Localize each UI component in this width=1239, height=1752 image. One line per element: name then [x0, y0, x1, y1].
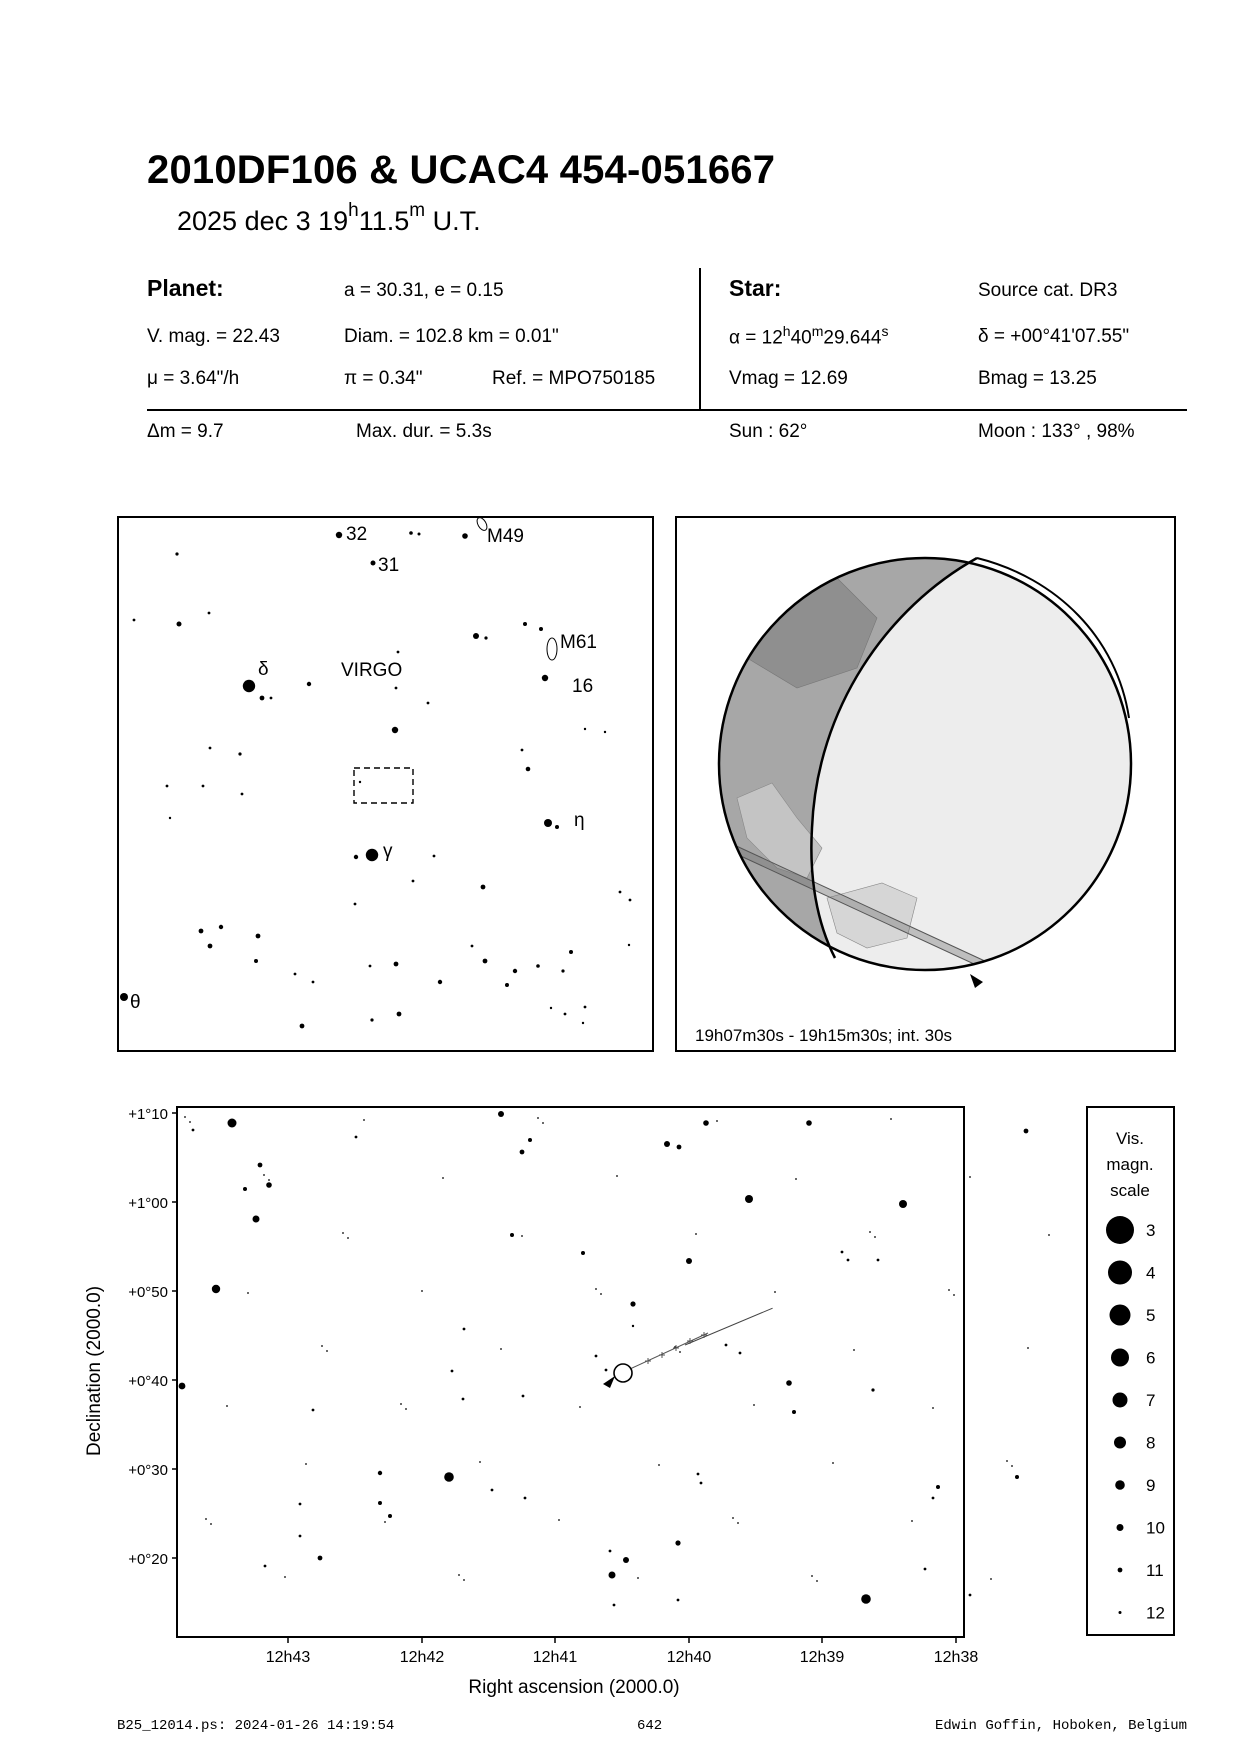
legend-magnitude-label: 10 [1146, 1518, 1165, 1538]
finder-star-icon [133, 619, 136, 622]
detail-star-icon [463, 1328, 466, 1331]
faint-star-icon [616, 1175, 618, 1177]
detail-star-icon [581, 1251, 585, 1255]
faint-star-icon [558, 1519, 560, 1521]
finder-star-icon [619, 891, 622, 894]
finder-star-icon [397, 1012, 402, 1017]
legend-dot-icon [1106, 1216, 1134, 1244]
faint-star-icon [537, 1117, 539, 1119]
finder-star-icon [208, 944, 213, 949]
ra-minutes: 40 [790, 327, 812, 349]
legend-dot-icon [1108, 1261, 1132, 1285]
detail-star-icon [491, 1489, 494, 1492]
detail-star-icon [969, 1594, 972, 1597]
track-line [685, 1306, 773, 1346]
faint-star-icon [326, 1350, 328, 1352]
finder-star-icon [256, 934, 261, 939]
planet-reference: Ref. = MPO750185 [492, 368, 656, 389]
globe-caption: 19h07m30s - 19h15m30s; int. 30s [695, 1026, 953, 1045]
finder-star-icon [260, 696, 265, 701]
galaxy-label-m49: M49 [487, 526, 524, 547]
finder-star-icon [254, 959, 258, 963]
faint-star-icon [347, 1237, 349, 1239]
finder-star-icon [359, 781, 361, 783]
detail-star-icon [355, 1136, 358, 1139]
detail-star-icon [524, 1497, 527, 1500]
detail-star-icon [792, 1410, 796, 1414]
legend-magnitude-label: 11 [1146, 1561, 1164, 1580]
finder-star-icon [418, 533, 421, 536]
info-divider-vertical [699, 268, 701, 410]
legend-magnitude-label: 5 [1146, 1306, 1156, 1325]
y-axis-label: Declination (2000.0) [84, 1285, 105, 1457]
moon-elongation: Moon : 133° , 98% [978, 421, 1135, 442]
finder-star-icon [169, 817, 171, 819]
y-tick-label: +0°20 [128, 1551, 168, 1568]
faint-star-icon [832, 1462, 834, 1464]
finder-star-icon [555, 825, 559, 829]
finder-star-icon [526, 767, 531, 772]
finder-star-icon [219, 925, 223, 929]
planet-motion: μ = 3.64"/h [147, 368, 240, 389]
faint-star-icon [1011, 1465, 1013, 1467]
finder-star-icon [438, 980, 442, 984]
detail-star-icon [212, 1285, 220, 1293]
finder-star-icon [542, 675, 548, 681]
faint-star-icon [500, 1348, 502, 1350]
ra-hours-unit: h [782, 323, 791, 339]
finder-star-icon [336, 532, 342, 538]
legend-magnitude-label: 3 [1146, 1221, 1156, 1240]
finder-star-icon [433, 855, 436, 858]
legend-magnitude-label: 9 [1146, 1476, 1156, 1495]
x-tick-label: 12h40 [666, 1649, 712, 1666]
m61-galaxy-icon [547, 638, 557, 660]
magnitude-drop: Δm = 9.7 [147, 421, 224, 442]
detail-star-icon [522, 1395, 525, 1398]
finder-star-icon [392, 727, 398, 733]
detail-star-icon [677, 1145, 682, 1150]
detail-star-icon [528, 1138, 532, 1142]
star-label-theta: θ [130, 992, 141, 1013]
finder-star-icon [354, 855, 358, 859]
detail-star-icon [258, 1163, 263, 1168]
faint-star-icon [189, 1121, 191, 1123]
star-label-31: 31 [378, 555, 400, 576]
detail-star-icon [841, 1251, 844, 1254]
x-tick-label: 12h39 [799, 1649, 845, 1666]
faint-star-icon [816, 1580, 818, 1582]
finder-star-icon [427, 702, 430, 705]
detail-star-icon [192, 1129, 195, 1132]
faint-star-icon [321, 1345, 323, 1347]
planet-vmag: V. mag. = 22.43 [147, 326, 280, 347]
planet-diameter: Diam. = 102.8 km = 0.01" [344, 326, 559, 347]
galaxy-label-m61: M61 [560, 632, 597, 653]
x-axis [266, 1637, 979, 1666]
detail-star-icon [932, 1497, 935, 1500]
faint-star-icon [521, 1235, 523, 1237]
event-datetime [177, 200, 481, 237]
detail-star-icon [299, 1535, 302, 1538]
detail-star-icon [703, 1120, 709, 1126]
star-label-delta: δ [258, 659, 269, 680]
detail-star-icon [806, 1120, 812, 1126]
finder-star-icon [241, 793, 244, 796]
faint-star-icon [869, 1231, 871, 1233]
ra-hours: α = 12 [729, 327, 783, 349]
planet-parallax: π = 0.34" [344, 368, 423, 389]
detail-stars [179, 1111, 1050, 1606]
legend-items [1106, 1216, 1165, 1623]
event-minutes: 11.5 [358, 206, 410, 236]
detail-star-icon [630, 1301, 635, 1306]
page-title: 2010DF106 & UCAC4 454-051667 [147, 148, 776, 192]
legend-magnitude-label: 7 [1146, 1391, 1156, 1410]
detail-star-icon [444, 1472, 454, 1482]
legend-title-line: magn. [1106, 1155, 1154, 1174]
y-tick-label: +1°00 [128, 1195, 168, 1212]
y-tick-label: +0°50 [128, 1284, 168, 1301]
legend-title-line: scale [1110, 1181, 1150, 1200]
detail-star-icon [675, 1540, 680, 1545]
planet-heading: Planet: [147, 275, 224, 301]
x-axis-label: Right ascension (2000.0) [468, 1677, 680, 1698]
detail-star-icon [264, 1565, 267, 1568]
globe-panel [675, 516, 1176, 1052]
faint-star-icon [210, 1523, 212, 1525]
faint-star-icon [1027, 1347, 1029, 1349]
info-divider-horizontal [147, 409, 1187, 411]
finder-chart-panel [117, 516, 654, 1052]
finder-star-icon [628, 944, 630, 946]
time-system: U.T. [425, 206, 481, 236]
finder-chart [119, 518, 652, 1050]
footer-author: Edwin Goffin, Hoboken, Belgium [934, 1718, 1187, 1734]
finder-star-icon [629, 899, 632, 902]
finder-star-icon [177, 622, 182, 627]
star-declination: δ = +00°41'07.55" [978, 326, 1130, 347]
detail-star-icon [609, 1550, 612, 1553]
star-label-gamma: γ [383, 841, 393, 862]
x-tick-label: 12h38 [933, 1649, 979, 1666]
detail-star-icon [510, 1233, 514, 1237]
finder-star-icon [561, 969, 564, 972]
max-duration: Max. dur. = 5.3s [356, 421, 492, 442]
target-star-marker [614, 1364, 632, 1382]
star-right-ascension [729, 323, 889, 349]
faint-star-icon [795, 1178, 797, 1180]
faint-star-icon [263, 1174, 265, 1176]
finder-star-icon [539, 627, 543, 631]
legend-dot-icon [1114, 1437, 1126, 1449]
faint-star-icon [679, 1351, 681, 1353]
faint-star-icon [637, 1577, 639, 1579]
detail-star-icon [697, 1473, 700, 1476]
finder-star-icon [397, 651, 400, 654]
finder-star-icon [166, 785, 169, 788]
legend-dot-icon [1119, 1611, 1122, 1614]
faint-star-icon [479, 1461, 481, 1463]
faint-star-icon [1048, 1234, 1050, 1236]
star-label-32: 32 [346, 524, 368, 545]
legend-dot-icon [1110, 1305, 1131, 1326]
finder-star-icon [484, 636, 487, 639]
finder-star-icon [523, 622, 527, 626]
detail-star-icon [725, 1344, 728, 1347]
star-bmag: Bmag = 13.25 [978, 368, 1097, 389]
faint-star-icon [658, 1464, 660, 1466]
star-vmag: Vmag = 12.69 [729, 368, 848, 389]
detail-star-icon [179, 1383, 186, 1390]
finder-star-icon [209, 747, 212, 750]
faint-star-icon [732, 1517, 734, 1519]
faint-star-icon [853, 1349, 855, 1351]
finder-star-icon [270, 697, 273, 700]
faint-star-icon [226, 1405, 228, 1407]
footer-file-info: B25_12014.ps: 2024-01-26 14:19:54 [117, 1718, 395, 1734]
faint-star-icon [695, 1233, 697, 1235]
detail-star-icon [498, 1111, 504, 1117]
detail-star-icon [388, 1514, 392, 1518]
star-label-eta: η [574, 810, 585, 831]
detail-star-icon [877, 1259, 880, 1262]
finder-star-icon [294, 973, 297, 976]
detail-star-icon [664, 1141, 670, 1147]
finder-star-icon [409, 531, 413, 535]
detail-star-icon [451, 1370, 454, 1373]
detail-star-icon [609, 1572, 616, 1579]
star-source-catalog: Source cat. DR3 [978, 280, 1118, 301]
y-tick-label: +1°10 [128, 1106, 168, 1123]
x-tick-label: 12h42 [399, 1649, 445, 1666]
finder-star-icon [175, 552, 178, 555]
finder-star-icon [544, 819, 552, 827]
faint-star-icon [442, 1177, 444, 1179]
y-tick-label: +0°30 [128, 1462, 168, 1479]
finder-star-icon [471, 945, 474, 948]
ra-minutes-unit: m [811, 323, 824, 339]
legend-magnitude-label: 12 [1146, 1603, 1165, 1623]
detail-star-icon [1024, 1129, 1029, 1134]
faint-star-icon [284, 1576, 286, 1578]
faint-star-icon [774, 1291, 776, 1293]
faint-star-icon [716, 1120, 718, 1122]
finder-star-icon [238, 752, 241, 755]
finder-star-icon [505, 983, 509, 987]
finder-star-icon [481, 885, 486, 890]
legend-title [1106, 1129, 1153, 1200]
finder-star-icon [312, 981, 315, 984]
track-line [630, 1333, 708, 1369]
x-tick-label: 12h43 [265, 1649, 311, 1666]
finder-star-icon [462, 533, 468, 539]
detail-star-icon [243, 1187, 247, 1191]
x-tick-label: 12h41 [532, 1649, 578, 1666]
faint-star-icon [948, 1289, 950, 1291]
finder-star-icon [120, 993, 128, 1001]
ra-seconds-unit: s [881, 323, 889, 339]
detail-star-icon [632, 1325, 634, 1327]
detail-chart-frame [177, 1107, 964, 1637]
y-axis [128, 1106, 177, 1568]
faint-star-icon [595, 1288, 597, 1290]
finder-star-icon [370, 1018, 373, 1021]
faint-star-icon [600, 1293, 602, 1295]
finder-star-icon [354, 903, 357, 906]
star-label-16: 16 [572, 676, 594, 697]
faint-star-icon [405, 1408, 407, 1410]
faint-star-icon [811, 1575, 813, 1577]
finder-star-icon [394, 962, 399, 967]
faint-star-icon [579, 1406, 581, 1408]
detail-chart-area [80, 1105, 979, 1698]
finder-star-icon [243, 680, 255, 692]
detail-star-icon [899, 1200, 907, 1208]
faint-star-icon [932, 1407, 934, 1409]
detail-star-icon [318, 1556, 323, 1561]
faint-star-icon [463, 1579, 465, 1581]
legend-magnitude-label: 4 [1146, 1263, 1156, 1283]
finder-star-icon [564, 1013, 567, 1016]
track-direction-arrow-icon [970, 974, 983, 988]
legend-title-line: Vis. [1115, 1129, 1145, 1148]
finder-star-icon [550, 1007, 552, 1009]
planet-orbit: a = 30.31, e = 0.15 [344, 280, 504, 301]
chart-field-outline [354, 768, 413, 803]
faint-star-icon [990, 1578, 992, 1580]
detail-star-icon [228, 1119, 237, 1128]
faint-star-icon [542, 1122, 544, 1124]
finder-star-icon [412, 880, 415, 883]
star-heading: Star: [729, 275, 782, 301]
finder-star-icon [300, 1024, 305, 1029]
finder-star-icon [395, 687, 398, 690]
detail-star-icon [871, 1388, 874, 1391]
finder-star-icon [521, 749, 524, 752]
detail-star-icon [605, 1369, 608, 1372]
faint-star-icon [363, 1119, 365, 1121]
faint-star-icon [737, 1522, 739, 1524]
detail-star-icon [520, 1150, 525, 1155]
finder-star-icon [582, 1022, 584, 1024]
finder-star-icon [604, 731, 606, 733]
detail-star-icon [623, 1557, 629, 1563]
faint-star-icon [911, 1520, 913, 1522]
detail-star-icon [595, 1355, 598, 1358]
faint-star-icon [458, 1574, 460, 1576]
detail-star-icon [847, 1259, 850, 1262]
legend-magnitude-label: 8 [1146, 1433, 1156, 1453]
motion-arrow-icon [603, 1376, 615, 1388]
ra-seconds: 29.644 [823, 327, 882, 349]
faint-star-icon [969, 1176, 971, 1178]
sun-elongation: Sun : 62° [729, 421, 808, 442]
finder-star-icon [366, 849, 378, 861]
faint-star-icon [1006, 1460, 1008, 1462]
hours-unit: h [348, 200, 359, 221]
detail-star-icon [613, 1604, 616, 1607]
finder-star-icon [513, 969, 517, 973]
detail-star-icon [378, 1501, 382, 1505]
faint-star-icon [384, 1521, 386, 1523]
detail-star-icon [861, 1594, 871, 1604]
legend-scale [1088, 1108, 1173, 1634]
detail-star-icon [739, 1352, 742, 1355]
detail-star-icon [378, 1471, 382, 1475]
faint-star-icon [400, 1403, 402, 1405]
faint-star-icon [247, 1292, 249, 1294]
faint-star-icon [421, 1290, 423, 1292]
globe-map [677, 518, 1174, 1050]
finder-star-icon [199, 929, 204, 934]
minutes-unit: m [409, 200, 426, 221]
finder-star-icon [371, 561, 376, 566]
planet-track [630, 1306, 773, 1369]
detail-star-icon [299, 1503, 302, 1506]
finder-star-icon [584, 728, 586, 730]
detail-star-icon [700, 1482, 703, 1485]
finder-star-icon [569, 950, 573, 954]
legend-dot-icon [1115, 1480, 1125, 1490]
detail-chart [80, 1105, 979, 1698]
y-tick-label: +0°40 [128, 1373, 168, 1390]
finder-star-icon [584, 1006, 587, 1009]
magnitude-legend [1086, 1106, 1175, 1636]
finder-star-icon [483, 959, 488, 964]
finder-stars [120, 531, 631, 1028]
finder-star-icon [208, 612, 211, 615]
legend-magnitude-label: 6 [1146, 1348, 1156, 1368]
detail-star-icon [462, 1398, 465, 1401]
footer-page-number: 642 [637, 1718, 663, 1734]
finder-star-icon [307, 682, 311, 686]
faint-star-icon [205, 1518, 207, 1520]
legend-dot-icon [1113, 1393, 1128, 1408]
detail-star-icon [924, 1568, 927, 1571]
constellation-label: VIRGO [341, 660, 403, 681]
detail-star-icon [677, 1599, 680, 1602]
detail-star-icon [312, 1409, 315, 1412]
finder-star-icon [369, 965, 372, 968]
faint-star-icon [184, 1116, 186, 1118]
legend-dot-icon [1118, 1568, 1123, 1573]
finder-star-icon [473, 633, 479, 639]
faint-star-icon [305, 1463, 307, 1465]
detail-star-icon [745, 1195, 753, 1203]
detail-star-icon [936, 1485, 940, 1489]
detail-star-icon [253, 1216, 260, 1223]
faint-star-icon [342, 1232, 344, 1234]
faint-star-icon [753, 1404, 755, 1406]
faint-star-icon [874, 1236, 876, 1238]
legend-dot-icon [1111, 1349, 1129, 1367]
finder-star-icon [202, 785, 205, 788]
detail-star-icon [686, 1258, 692, 1264]
event-date: 2025 dec 3 19 [177, 206, 349, 236]
faint-star-icon [890, 1118, 892, 1120]
faint-star-icon [953, 1294, 955, 1296]
finder-star-icon [536, 964, 540, 968]
legend-dot-icon [1117, 1524, 1124, 1531]
detail-star-icon [786, 1380, 792, 1386]
faint-star-icon [268, 1179, 270, 1181]
detail-star-icon [266, 1182, 272, 1188]
detail-star-icon [1015, 1475, 1019, 1479]
